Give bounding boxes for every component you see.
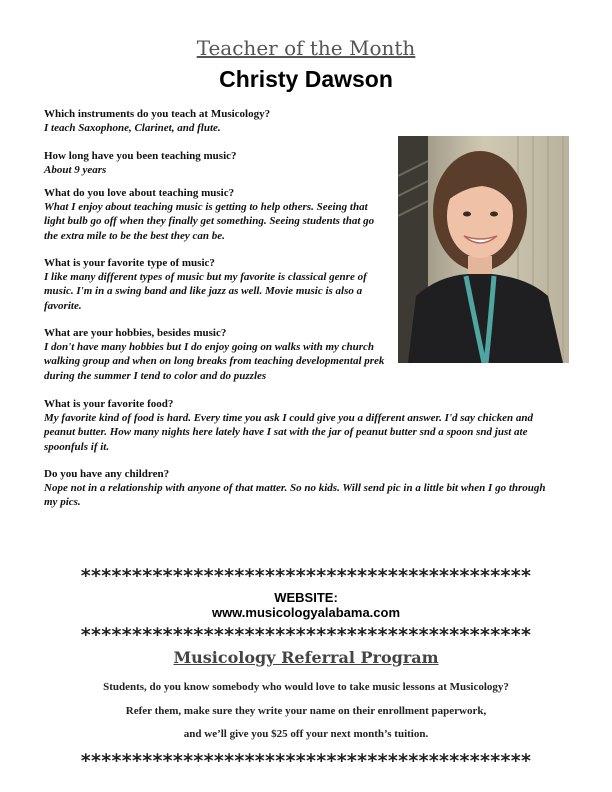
qa-hobbies bbox=[44, 326, 389, 383]
referral-line: and we’ll give you $25 off your next month’s tuition. bbox=[183, 728, 429, 740]
page-title: Teacher of the Month bbox=[196, 36, 416, 60]
teacher-photo bbox=[398, 136, 569, 363]
qa-favorite-food bbox=[44, 397, 564, 454]
answer-text: I teach Saxophone, Clarinet, and flute. bbox=[44, 122, 221, 135]
referral-line: Students, do you know somebody who would love to take music lessons at Musicology? bbox=[103, 681, 509, 693]
qa-love-teaching bbox=[44, 186, 384, 243]
question-text: Which instruments do you teach at Musicology? bbox=[44, 108, 271, 120]
question-text: What is your favorite food? bbox=[44, 398, 174, 410]
answer-text: I don't have many hobbies but I do enjoy going on walks with my church walking group and when on long breaks from teaching developmental prek during the summer I tend to color and do puzzles bbox=[44, 341, 385, 382]
answer-text: Nope not in a relationship with anyone of that matter. So no kids. Will send pic in a little bit when I go through my pics. bbox=[44, 482, 546, 509]
website-link[interactable]: www.musicologyalabama.com bbox=[211, 605, 401, 620]
answer-text: I like many different types of music but my favorite is classical genre of music. I'm in a swing band and like jazz as well. Movie music is also a favorite. bbox=[44, 271, 367, 312]
referral-title: Musicology Referral Program bbox=[173, 648, 439, 667]
star-divider: ******************************************** bbox=[80, 624, 532, 646]
teacher-name: Christy Dawson bbox=[219, 66, 393, 92]
qa-years bbox=[44, 149, 374, 177]
question-text: What is your favorite type of music? bbox=[44, 257, 215, 269]
answer-text: My favorite kind of food is hard. Every time you ask I could give you a different answer. I'd say chicken and peanut butter. How many nights here lately have I sat with the jar of peanut butter snd a spoon snd just ate spoonfuls if it. bbox=[44, 412, 533, 453]
star-divider: ******************************************** bbox=[80, 565, 532, 587]
website-label: WEBSITE: bbox=[274, 590, 338, 605]
qa-favorite-music bbox=[44, 256, 384, 313]
qa-instruments bbox=[44, 107, 374, 135]
star-divider: ******************************************** bbox=[80, 750, 532, 772]
question-text: What do you love about teaching music? bbox=[44, 187, 235, 199]
answer-text: What I enjoy about teaching music is getting to help others. Seeing that light bulb go off when they finally get something. Seeing students that go the extra mile to be the best they can be. bbox=[44, 201, 375, 242]
question-text: How long have you been teaching music? bbox=[44, 150, 237, 162]
question-text: What are your hobbies, besides music? bbox=[44, 327, 227, 339]
question-text: Do you have any children? bbox=[44, 468, 170, 480]
referral-line: Refer them, make sure they write your name on their enrollment paperwork, bbox=[125, 705, 487, 717]
answer-text: About 9 years bbox=[44, 164, 107, 177]
qa-children bbox=[44, 467, 559, 510]
